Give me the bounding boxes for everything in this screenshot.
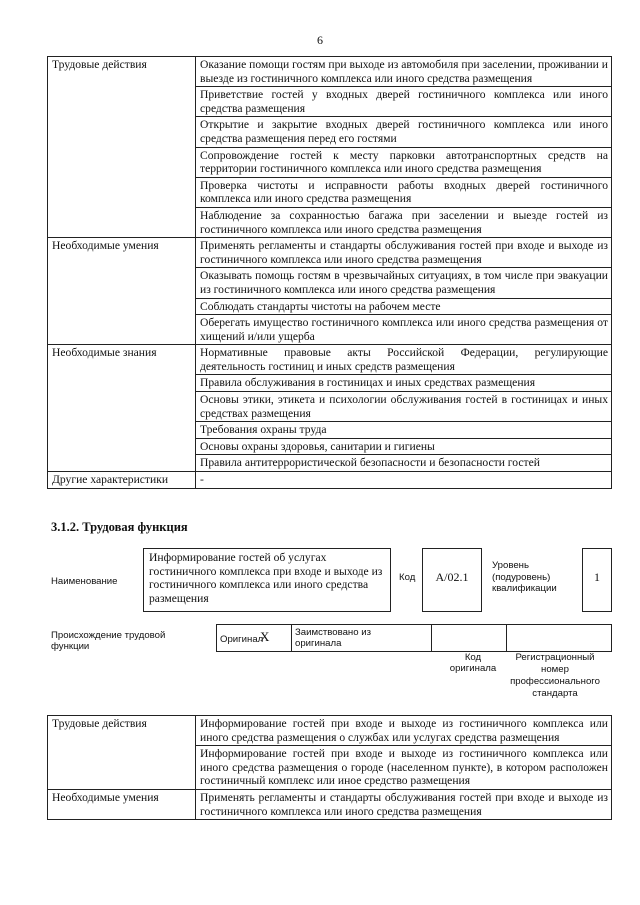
section-title: 3.1.2. Трудовая функция <box>51 520 188 534</box>
row-item: Оказание помощи гостям при выходе из автомобиля при заселении, проживании и выезде из гостиничного комплекса или иного средства размещения <box>196 57 612 87</box>
level-label-line-1: Уровень <box>492 560 529 571</box>
row-item: Правила антитеррористической безопасности и безопасности гостей <box>196 455 612 472</box>
name-label: Наименование <box>51 576 118 587</box>
code-original-line-2: оригинала <box>449 663 497 674</box>
row-item: - <box>196 472 612 489</box>
code-label: Код <box>399 572 416 583</box>
origin-label-line-1: Происхождение трудовой <box>51 630 166 641</box>
row-item: Правила обслуживания в гостиницах и иных средствах размещения <box>196 375 612 392</box>
row-item: Соблюдать стандарты чистоты на рабочем месте <box>196 298 612 315</box>
row-item: Сопровождение гостей к месту парковки автотранспортных средств на территории гостиничного комплекса или иного средства размещения <box>196 147 612 177</box>
table-row <box>48 345 612 375</box>
reg-label-line-4: стандарта <box>532 688 578 699</box>
code-original-line-1: Код <box>464 652 482 663</box>
row-item: Применять регламенты и стандарты обслуживания гостей при входе и выходе из гостиничного комплекса или иного средства размещения <box>196 789 612 819</box>
row-item: Нормативные правовые акты Российской Федерации, регулирующие деятельность гостиниц и иных средств размещения <box>196 345 612 375</box>
borrowed-label-line-1: Заимствовано из <box>295 627 371 638</box>
code-original-cell <box>432 625 507 652</box>
reg-number-label <box>498 652 612 700</box>
row-item: Наблюдение за сохранностью багажа при заселении и выезде гостей из гостиничного комплекса или иного средства размещения <box>196 207 612 237</box>
reg-label-line-2: номер <box>541 664 569 675</box>
row-item: Основы охраны здоровья, санитарии и гигиены <box>196 438 612 455</box>
qualification-level-box: 1 <box>582 548 612 612</box>
table-row <box>48 57 612 87</box>
page-number: 6 <box>317 33 323 47</box>
original-label: Оригинал <box>220 634 264 645</box>
original-mark: X <box>260 629 270 644</box>
level-label-line-2: (подуровень) <box>492 571 551 583</box>
function-table <box>47 715 612 820</box>
origin-label <box>51 630 165 652</box>
requirements-table <box>47 56 612 489</box>
row-item: Основы этики, этикета и психологии обслуживания гостей в гостиницах и иных средствах размещения <box>196 392 612 422</box>
table-row <box>48 789 612 819</box>
function-code-box: А/02.1 <box>422 548 482 612</box>
origin-label-line-2: функции <box>51 641 90 652</box>
level-label-line-3: квалификации <box>492 583 557 594</box>
row-item: Проверка чистоты и исправности работы входных дверей гостиничного комплекса или иного средства размещения <box>196 177 612 207</box>
borrowed-label-line-2: оригинала <box>295 638 342 649</box>
code-original-label <box>446 652 500 674</box>
row-item: Приветствие гостей у входных дверей гостиничного комплекса или иного средства размещения <box>196 87 612 117</box>
qualification-level-label <box>492 560 557 595</box>
table-row <box>48 238 612 268</box>
reg-number-cell <box>507 625 612 652</box>
origin-row <box>216 624 612 652</box>
row-item: Оберегать имущество гостиничного комплекса или иного средства размещения от хищений и/или ущерба <box>196 315 612 345</box>
row-label: Трудовые действия <box>48 57 196 238</box>
table-row <box>48 472 612 489</box>
row-item: Информирование гостей при входе и выходе из гостиничного комплекса или иного средства размещения о службах или услугах средства размещения <box>196 716 612 746</box>
reg-label-line-1: Регистрационный <box>515 652 595 663</box>
row-label: Необходимые умения <box>48 238 196 345</box>
row-item: Открытие и закрытие входных дверей гостиничного комплекса или иного средства размещения перед его гостями <box>196 117 612 147</box>
row-label: Трудовые действия <box>48 716 196 790</box>
row-label: Необходимые умения <box>48 789 196 819</box>
borrowed-cell <box>292 625 432 652</box>
row-item: Информирование гостей при входе и выходе из гостиничного комплекса или иного средства размещения о городе (населенном пункте), в котором расположен гостиничный комплекс или иное средство размещения <box>196 746 612 790</box>
row-label: Необходимые знания <box>48 345 196 472</box>
row-item: Оказывать помощь гостям в чрезвычайных ситуациях, в том числе при эвакуации из гостиничного комплекса или иного средства размещения <box>196 268 612 298</box>
original-cell <box>217 625 292 652</box>
row-item: Применять регламенты и стандарты обслуживания гостей при входе и выходе из гостиничного комплекса или иного средства размещения <box>196 238 612 268</box>
reg-label-line-3: профессионального <box>510 676 600 687</box>
row-item: Требования охраны труда <box>196 422 612 439</box>
function-name-box: Информирование гостей об услугах гостиничного комплекса при входе и выходе из гостиничного комплекса или иного средства размещения <box>143 548 391 612</box>
row-label: Другие характеристики <box>48 472 196 489</box>
table-row <box>48 716 612 746</box>
